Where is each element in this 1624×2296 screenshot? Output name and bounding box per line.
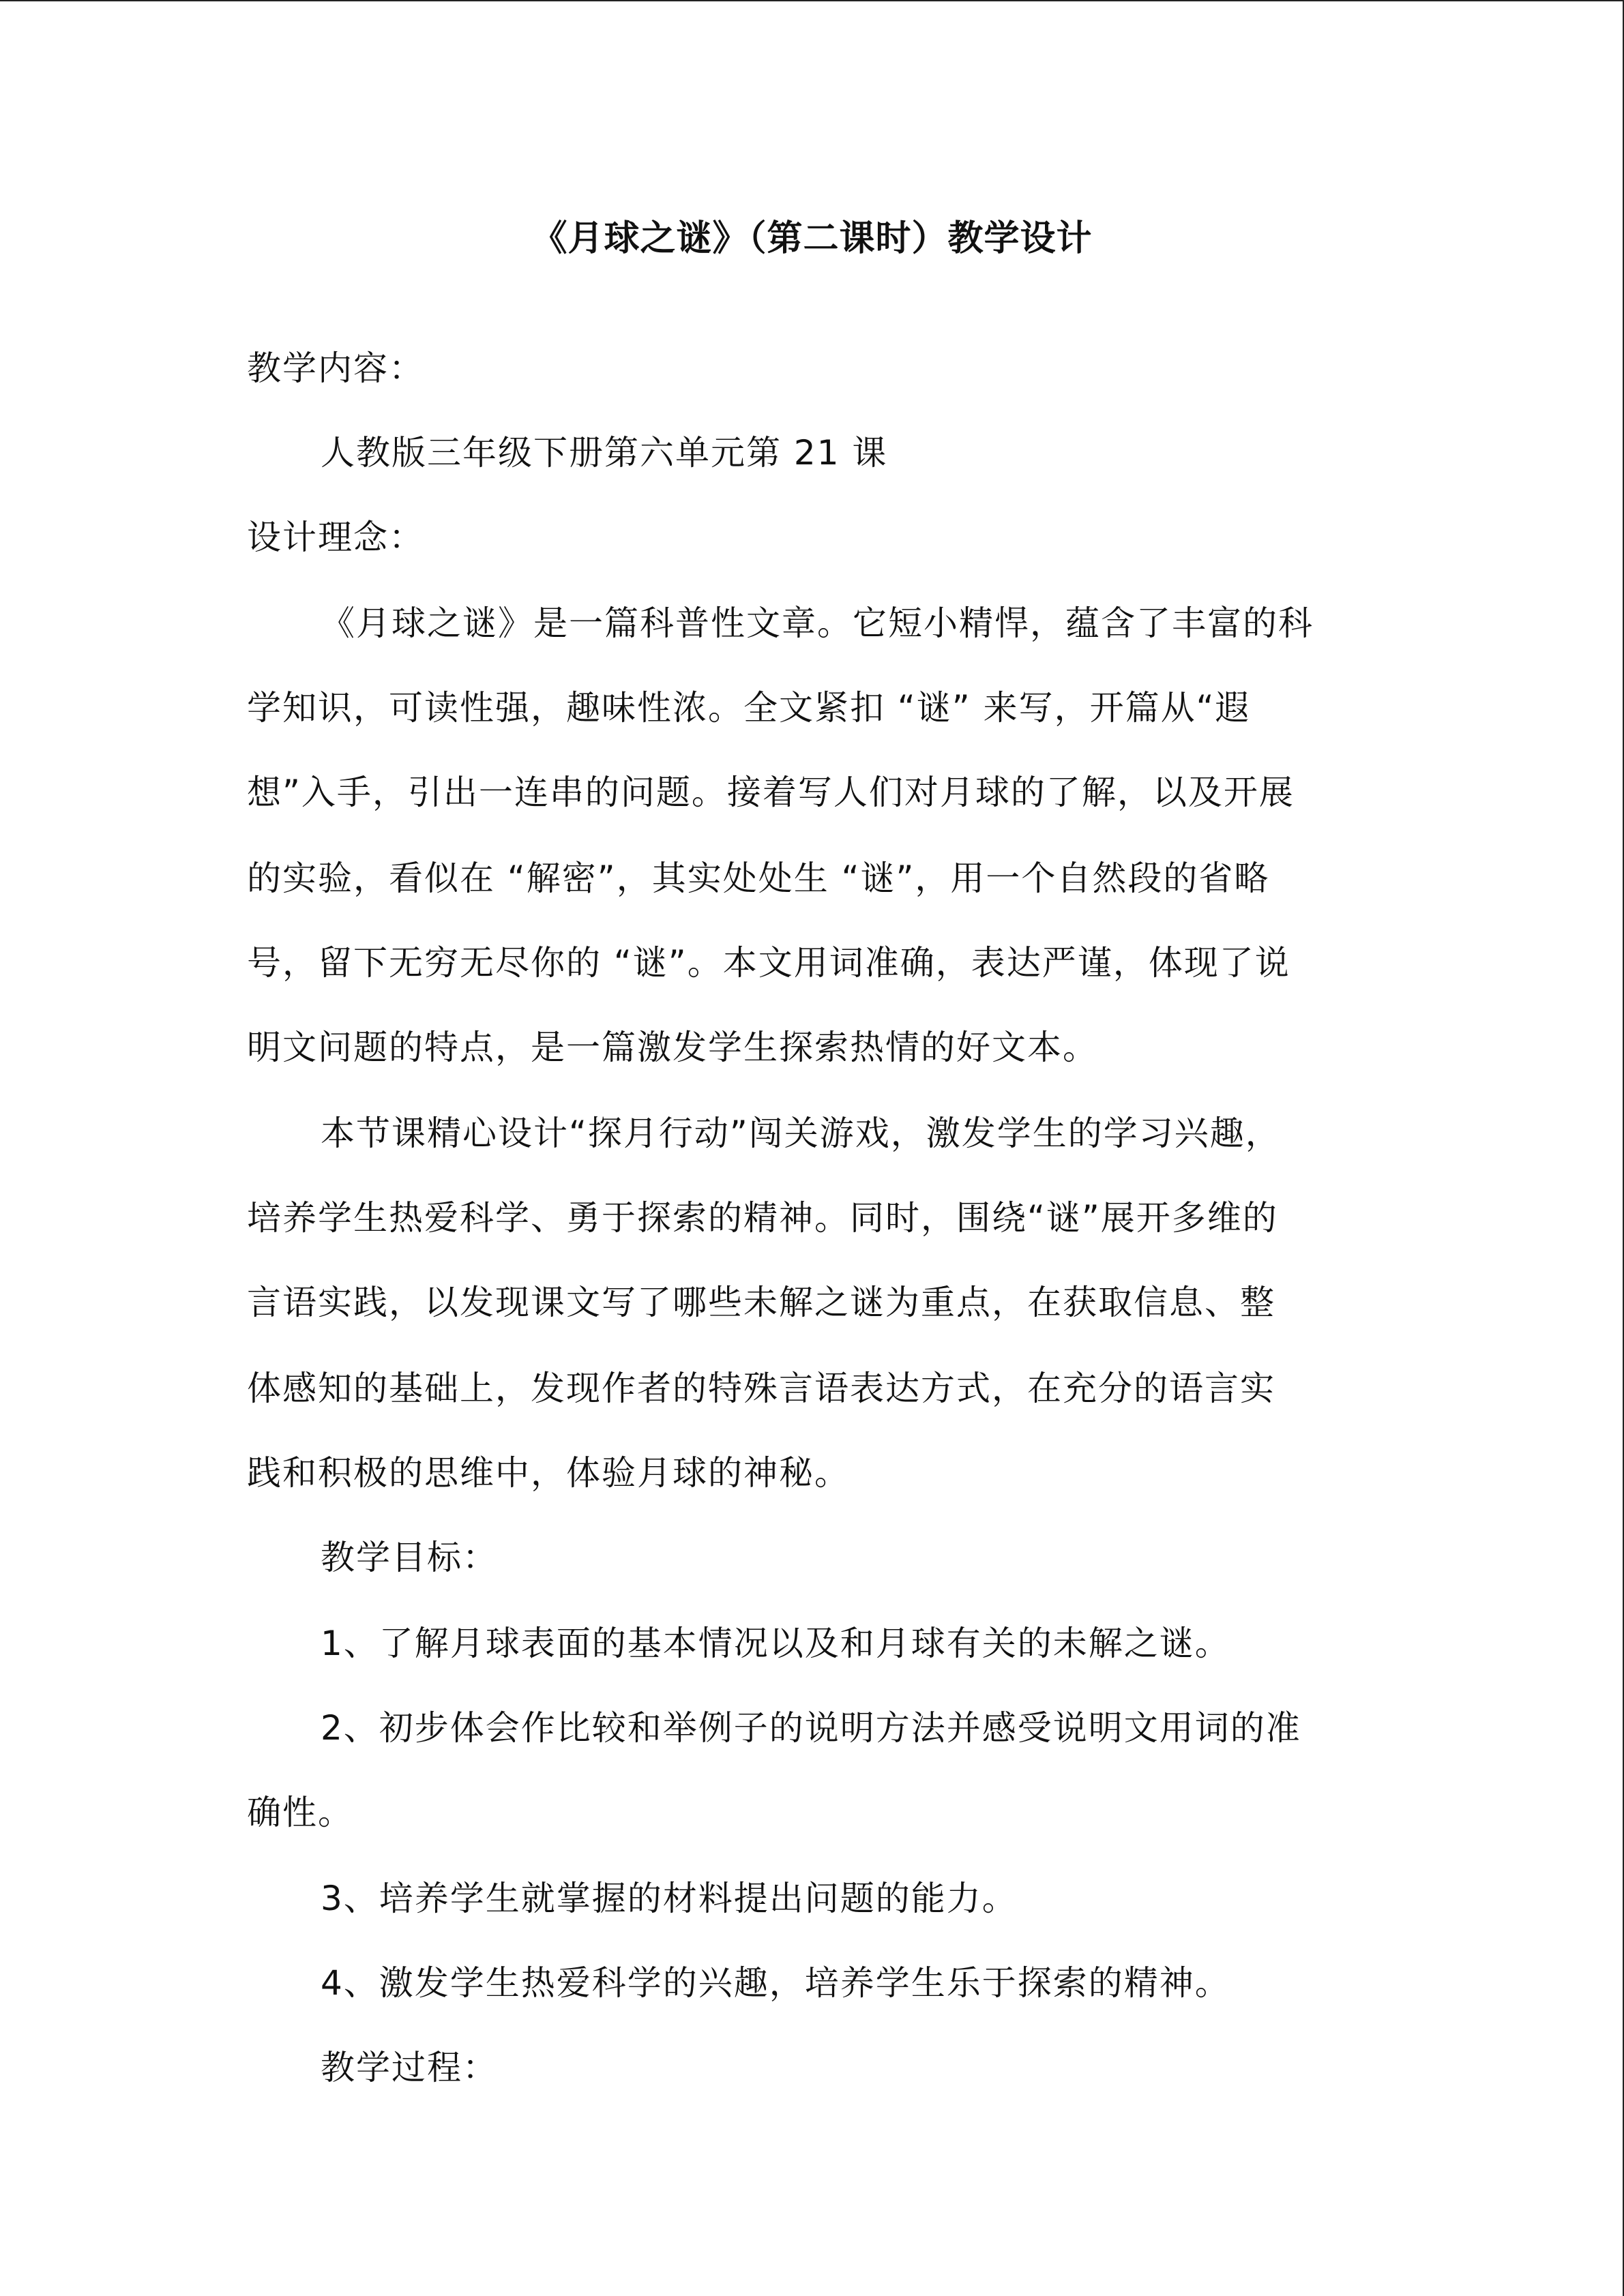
para1-line: 明文问题的特点，是一篇激发学生探索热情的好文本。 <box>247 1028 1098 1067</box>
concept-label: 设计理念： <box>247 518 424 557</box>
para1-line: 的实验，看似在 “解密”，其实处处生 “谜”，用一个自然段的省略 <box>247 859 1270 898</box>
goal-item-4: 4、激发学生热爱科学的兴趣，培养学生乐于探索的精神。 <box>321 1963 1230 2003</box>
para1-line: 想”入手，引出一连串的问题。接着写人们对月球的了解，以及开展 <box>247 773 1295 812</box>
para1-line: 《月球之谜》是一篇科普性文章。它短小精悍，蕴含了丰富的科 <box>321 603 1314 643</box>
content-label: 教学内容： <box>247 348 424 388</box>
para2-line: 本节课精心设计“探月行动”闯关游戏，激发学生的学习兴趣， <box>321 1114 1281 1153</box>
para1-line: 学知识，可读性强，趣味性浓。全文紧扣 “谜” 来写，开篇从“遐 <box>247 688 1251 728</box>
para2-line: 培养学生热爱科学、勇于探索的精神。同时，围绕“谜”展开多维的 <box>247 1198 1278 1238</box>
document-title: 《月球之谜》（第二课时）教学设计 <box>531 218 1093 259</box>
goal-item-1: 1、了解月球表面的基本情况以及和月球有关的未解之谜。 <box>321 1624 1230 1663</box>
goal-item-3: 3、培养学生就掌握的材料提出问题的能力。 <box>321 1879 1018 1918</box>
goals-label: 教学目标： <box>321 1538 498 1577</box>
para2-line: 言语实践，以发现课文写了哪些未解之谜为重点，在获取信息、整 <box>247 1283 1275 1322</box>
para1-line: 号，留下无穷无尽你的 “谜”。本文用词准确，表达严谨，体现了说 <box>247 943 1290 983</box>
process-label: 教学过程： <box>321 2048 498 2087</box>
content-value: 人教版三年级下册第六单元第 21 课 <box>321 433 888 473</box>
goal-item-2-continued: 确性。 <box>247 1793 353 1832</box>
para2-line: 体感知的基础上，发现作者的特殊言语表达方式，在充分的语言实 <box>247 1369 1275 1408</box>
para2-line: 践和积极的思维中，体验月球的神秘。 <box>247 1453 850 1493</box>
goal-item-2: 2、初步体会作比较和举例子的说明方法并感受说明文用词的准 <box>321 1708 1301 1748</box>
